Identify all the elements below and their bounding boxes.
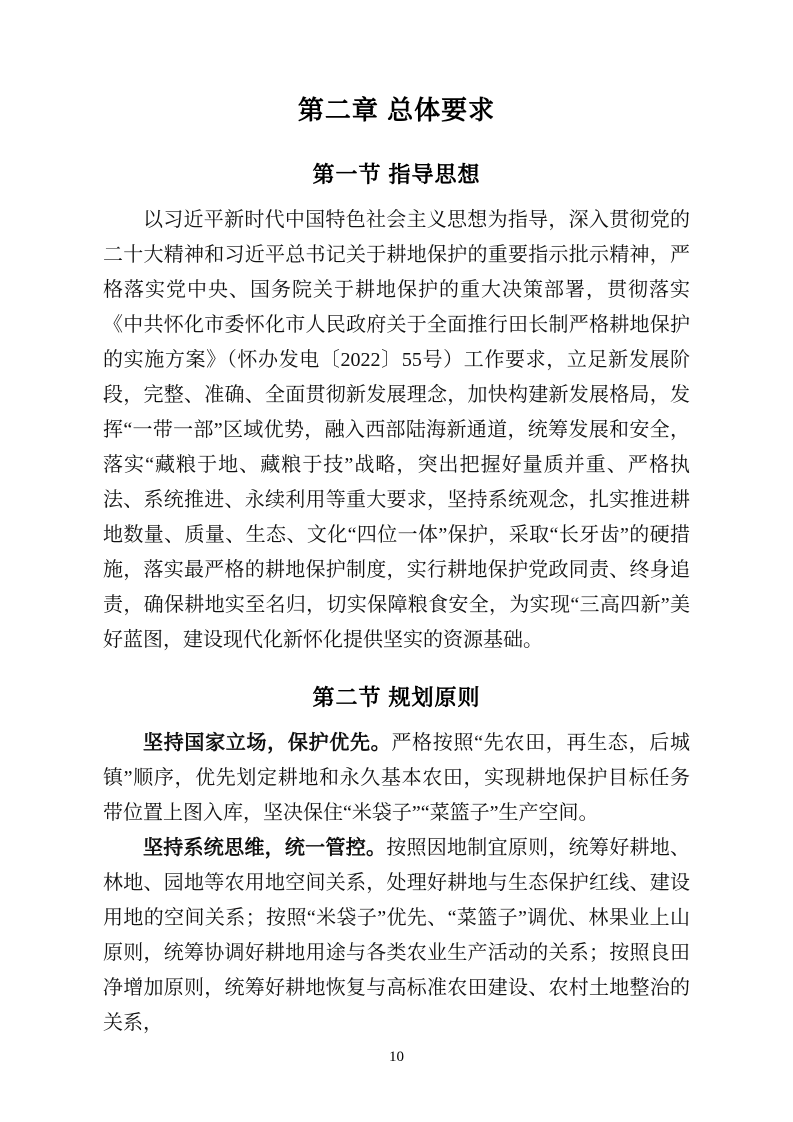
- paragraph-text: 严格按照“先农田，再生态，后城镇”顺序，优先划定耕地和永久基本农田，实现耕地保护目标任务带位置上图入库，坚决保住“米袋子”“菜篮子”生产空间。: [103, 732, 690, 824]
- page-number: 10: [389, 1049, 404, 1065]
- paragraph-text: 以习近平新时代中国特色社会主义思想为指导，深入贯彻党的二十大精神和习近平总书记关于耕地保护的重要指示批示精神，严格落实党中央、国务院关于耕地保护的重大决策部署，贯彻落实《中共怀化市委怀化市人民政府关于全面推行田长制严格耕地保护的实施方案》（怀办发电〔2022〕55号）工作要求，立足新发展阶段，完整、准确、全面贯彻新发展理念，加快构建新发展格局，发挥“一带一部”区域优势，融入西部陆海新通道，统筹发展和安全，落实“藏粮于地、藏粮于技”战略，突出把握好量质并重、严格执法、系统推进、永续利用等重大要求，坚持系统观念，扎实推进耕地数量、质量、生态、文化“四位一体”保护，采取“长牙齿”的硬措施，落实最严格的耕地保护制度，实行耕地保护党政同责、终身追责，确保耕地实至名归，切实保障粮食安全，为实现“三高四新”美好蓝图，建设现代化新怀化提供坚实的资源基础。: [103, 209, 690, 651]
- paragraph-lead: 坚持系统思维，统一管控。: [143, 837, 387, 859]
- chapter-title: 第二章 总体要求: [297, 95, 496, 125]
- paragraph-guiding-ideology: [103, 203, 690, 658]
- paragraph-principle-system-thinking: [103, 831, 690, 1041]
- paragraph-principle-national-position: [103, 726, 690, 831]
- section-title-guiding-ideology: 第一节 指导思想: [312, 162, 481, 187]
- section-title-planning-principles: 第二节 规划原则: [312, 685, 481, 710]
- paragraph-text: 按照因地制宜原则，统筹好耕地、林地、园地等农用地空间关系，处理好耕地与生态保护红线、建设用地的空间关系；按照“米袋子”优先、“菜篮子”调优、林果业上山原则，统筹协调好耕地用途与各类农业生产活动的关系；按照良田净增加原则，统筹好耕地恢复与高标准农田建设、农村土地整治的关系，: [103, 837, 691, 1034]
- paragraph-lead: 坚持国家立场，保护优先。: [143, 732, 392, 754]
